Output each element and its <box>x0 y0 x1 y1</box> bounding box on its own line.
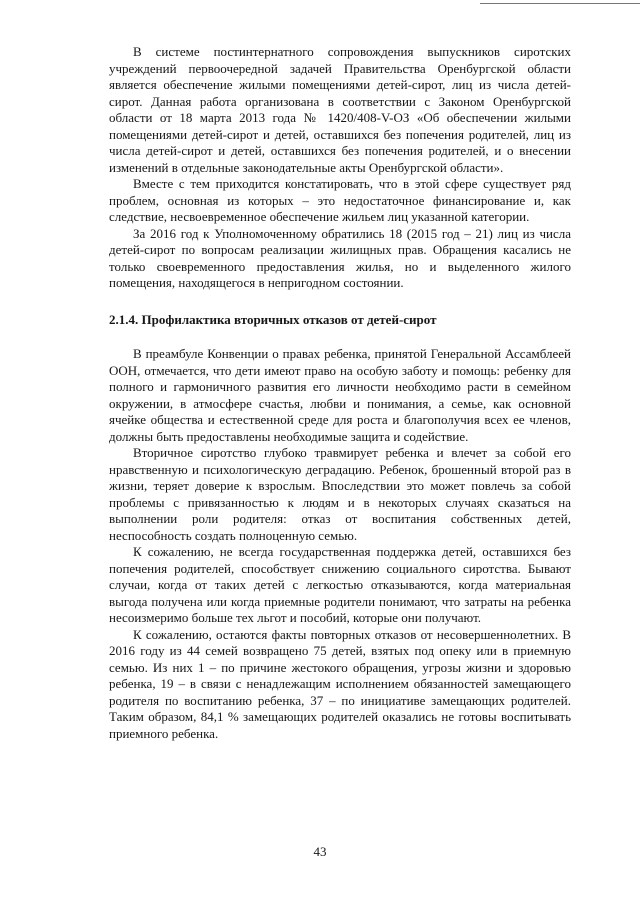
paragraph: К сожалению, остаются факты повторных отказов от несовершеннолетних. В 2016 году из 44 семей возвращено 75 детей, взятых под опеку или в приемную семью. Из них 1 – по причине жестокого обращения, угрозы жизни и здоровью ребенка, 19 – в связи с ненадлежащим исполнением обязанностей замещающего родителя по воспитанию ребенка, 37 – по инициативе замещающих родителей. Таким образом, 84,1 % замещающих родителей оказались не готовы воспитывать приемного ребенка. <box>109 626 571 741</box>
top-edge-rule <box>480 3 640 4</box>
paragraph: К сожалению, не всегда государственная поддержка детей, оставшихся без попечения родителей, способствует снижению социального сиротства. Бывают случаи, когда от таких детей с легкостью отказываются, когда материальная выгода получена или когда приемные родители понимают, что затраты на ребенка несоизмеримо больше тех льгот и пособий, которые они получают. <box>109 544 571 625</box>
document-page <box>109 44 571 742</box>
paragraph: В системе постинтернатного сопровождения выпускников сиротских учреждений первоочередной задачей Правительства Оренбургской области является обеспечение жилыми помещениями детей-сирот, лиц из числа детей-сирот. Данная работа организована в соответствии с Законом Оренбургской области от 18 марта 2013 года № 1420/408-V-ОЗ «Об обеспечении жилыми помещениями детей-сирот и детей, оставшихся без попечения родителей, лиц из числа детей-сирот и детей, оставшихся без попечения родителей, и о внесении изменений в отдельные законодательные акты Оренбургской области». <box>109 44 571 175</box>
section-heading: 2.1.4. Профилактика вторичных отказов от детей-сирот <box>109 311 437 327</box>
paragraph: За 2016 год к Уполномоченному обратились 18 (2015 год – 21) лиц из числа детей-сирот по вопросам реализации жилищных прав. Обращения касались не только своевременного предоставления жилья, но и выделенного жилого помещения, находящегося в непригодном состоянии. <box>109 225 571 290</box>
paragraph: Вместе с тем приходится констатировать, что в этой сфере существует ряд проблем, основная из которых – это недостаточное финансирование и, как следствие, несвоевременное обеспечение жильем лиц указанной категории. <box>109 176 571 224</box>
page-number: 43 <box>313 844 327 859</box>
paragraph: В преамбуле Конвенции о правах ребенка, принятой Генеральной Ассамблеей ООН, отмечается, что дети имеют право на особую заботу и помощь: ребенку для полного и гармоничного развития его личности необходимо расти в семейном окружении, в атмосфере счастья, любви и понимания, а семье, как основной ячейке общества и естественной среде для роста и благополучия всех ее членов, должны быть предоставлены необходимые защита и содействие. <box>109 346 571 444</box>
paragraph: Вторичное сиротство глубоко травмирует ребенка и влечет за собой его нравственную и психологическую деградацию. Ребенок, брошенный второй раз в жизни, теряет доверие к взрослым. Впоследствии это может повлечь за собой проблемы с привязанностью к людям и в некоторых случаях сказаться на выполнении роли родителя: отказ от воспитания собственных детей, неспособность создать полноценную семью. <box>109 445 571 543</box>
